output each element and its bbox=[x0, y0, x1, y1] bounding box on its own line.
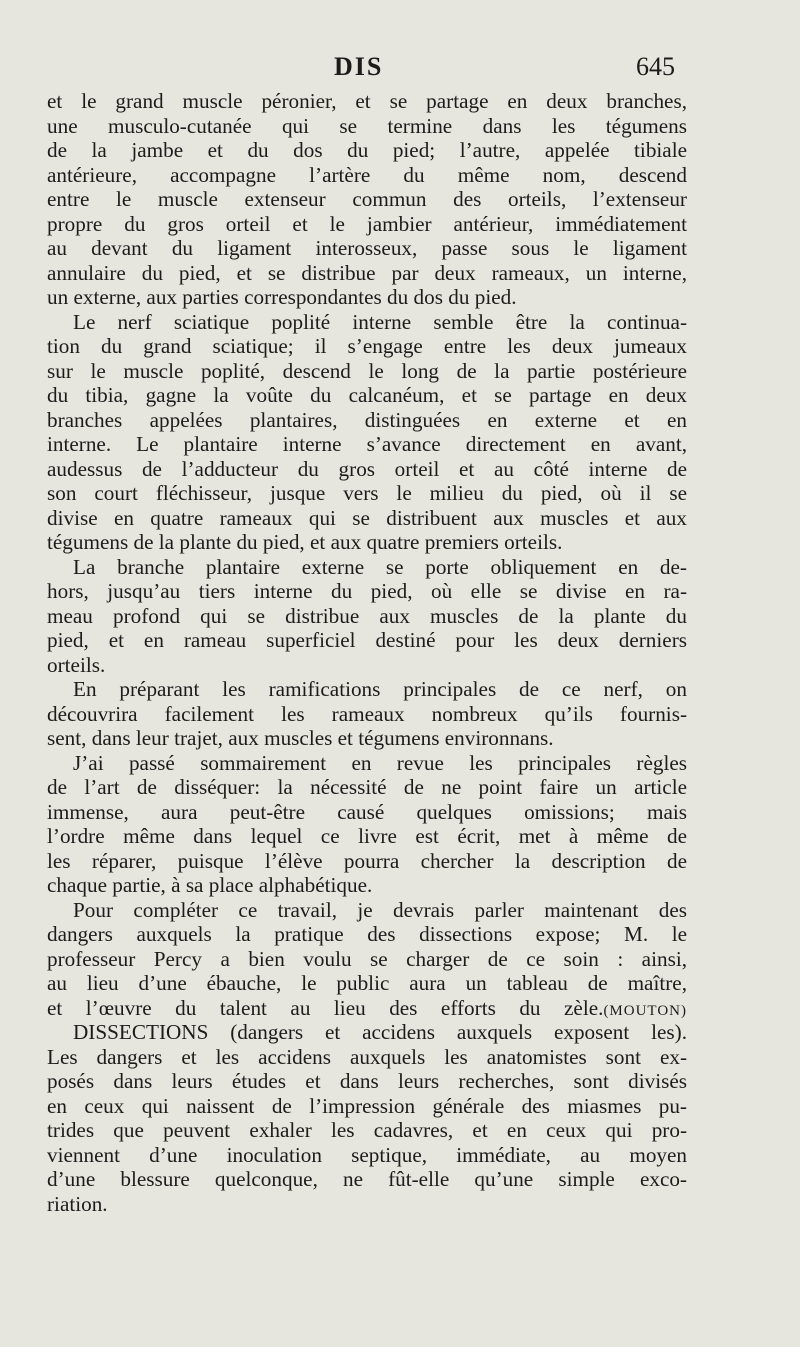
text-line: tion du grand sciatique; il s’engage entre les deux jumeaux bbox=[47, 334, 687, 358]
text-line: La branche plantaire externe se porte obliquement en de- bbox=[73, 554, 687, 579]
text-line: trides que peuvent exhaler les cadavres, et en ceux qui pro- bbox=[47, 1118, 687, 1142]
text-line: viennent d’une inoculation septique, immédiate, au moyen bbox=[47, 1142, 687, 1167]
text-line: et le grand muscle péronier, et se partage en deux branches, bbox=[47, 89, 687, 113]
text-line: en ceux qui naissent de l’impression générale des miasmes pu- bbox=[47, 1093, 687, 1118]
text-line: immense, aura peut-être causé quelques omissions; mais bbox=[47, 799, 687, 824]
text-line: les réparer, puisque l’élève pourra chercher la description de bbox=[47, 848, 687, 873]
text-line: hors, jusqu’au tiers interne du pied, où elle se divise en ra- bbox=[47, 579, 687, 603]
text-line: tégumens de la plante du pied, et aux quatre premiers orteils. bbox=[47, 530, 563, 554]
text-line: Les dangers et les accidens auxquels les anatomistes sont ex- bbox=[47, 1044, 687, 1069]
text-line: son court fléchisseur, jusque vers le milieu du pied, où il se bbox=[47, 481, 687, 505]
page-number: 645 bbox=[636, 52, 675, 81]
text-line: un externe, aux parties correspondantes du dos du pied. bbox=[47, 285, 517, 309]
text-line: posés dans leurs études et dans leurs recherches, sont divisés bbox=[47, 1069, 687, 1093]
text-line: découvrira facilement les rameaux nombreux qu’ils fournis- bbox=[47, 701, 687, 726]
text-line: de la jambe et du dos du pied; l’autre, appelée tibiale bbox=[47, 138, 687, 162]
text-line: J’ai passé sommairement en revue les principales règles bbox=[73, 750, 687, 775]
text-line: antérieure, accompagne l’artère du même nom, descend bbox=[47, 162, 687, 187]
text-line: sent, dans leur trajet, aux muscles et tégumens environnans. bbox=[47, 726, 554, 750]
text-line: de l’art de disséquer: la nécessité de ne point faire un article bbox=[47, 775, 687, 799]
text-line: Pour compléter ce travail, je devrais parler maintenant des bbox=[73, 897, 687, 922]
text-line: divise en quatre rameaux qui se distribuent aux muscles et aux bbox=[47, 505, 687, 530]
text-line: d’une blessure quelconque, ne fût-elle qu’une simple exco- bbox=[47, 1167, 687, 1191]
text-line: au lieu d’une ébauche, le public aura un tableau de maître, bbox=[47, 971, 687, 995]
running-head bbox=[0, 52, 800, 88]
text-line: En préparant les ramifications principales de ce nerf, on bbox=[73, 677, 687, 701]
text-line: branches appelées plantaires, distinguées en externe et en bbox=[47, 407, 687, 432]
text-line: entre le muscle extenseur commun des orteils, l’extenseur bbox=[47, 187, 687, 211]
text-line-segment: et l’œuvre du talent au lieu des efforts du zèle. bbox=[47, 995, 604, 1020]
text-line: l’ordre même dans lequel ce livre est écrit, met à même de bbox=[47, 824, 687, 848]
text-line: orteils. bbox=[47, 652, 106, 677]
text-line: chaque partie, à sa place alphabétique. bbox=[47, 873, 373, 897]
text-line: une musculo-cutanée qui se termine dans les tégumens bbox=[47, 113, 687, 138]
text-line: riation. bbox=[47, 1191, 108, 1216]
text-line: du tibia, gagne la voûte du calcanéum, et se partage en deux bbox=[47, 383, 687, 407]
text-line: sur le muscle poplité, descend le long de la partie postérieure bbox=[47, 358, 687, 383]
text-line: meau profond qui se distribue aux muscles de la plante du bbox=[47, 603, 687, 628]
text-line-with-signature bbox=[47, 996, 687, 1021]
text-line: au devant du ligament interosseux, passe sous le ligament bbox=[47, 236, 687, 260]
text-line: audessus de l’adducteur du gros orteil et au côté interne de bbox=[47, 456, 687, 481]
text-line: Le nerf sciatique poplité interne semble être la continua- bbox=[73, 309, 687, 334]
section-heading-line: DISSECTIONS (dangers et accidens auxquels exposent les). bbox=[73, 1020, 687, 1044]
running-head-word: DIS bbox=[334, 52, 384, 81]
text-line: professeur Percy a bien voulu se charger de ce soin : ainsi, bbox=[47, 946, 687, 971]
body-text bbox=[47, 89, 687, 1216]
text-line: annulaire du pied, et se distribue par deux rameaux, un interne, bbox=[47, 260, 687, 285]
text-line: pied, et en rameau superficiel destiné pour les deux derniers bbox=[47, 628, 687, 652]
text-line: propre du gros orteil et le jambier antérieur, immédiatement bbox=[47, 211, 687, 236]
text-line: dangers auxquels la pratique des dissections expose; M. le bbox=[47, 922, 687, 946]
author-signature: (MOUTON) bbox=[603, 1002, 687, 1019]
text-line: interne. Le plantaire interne s’avance directement en avant, bbox=[47, 432, 687, 456]
